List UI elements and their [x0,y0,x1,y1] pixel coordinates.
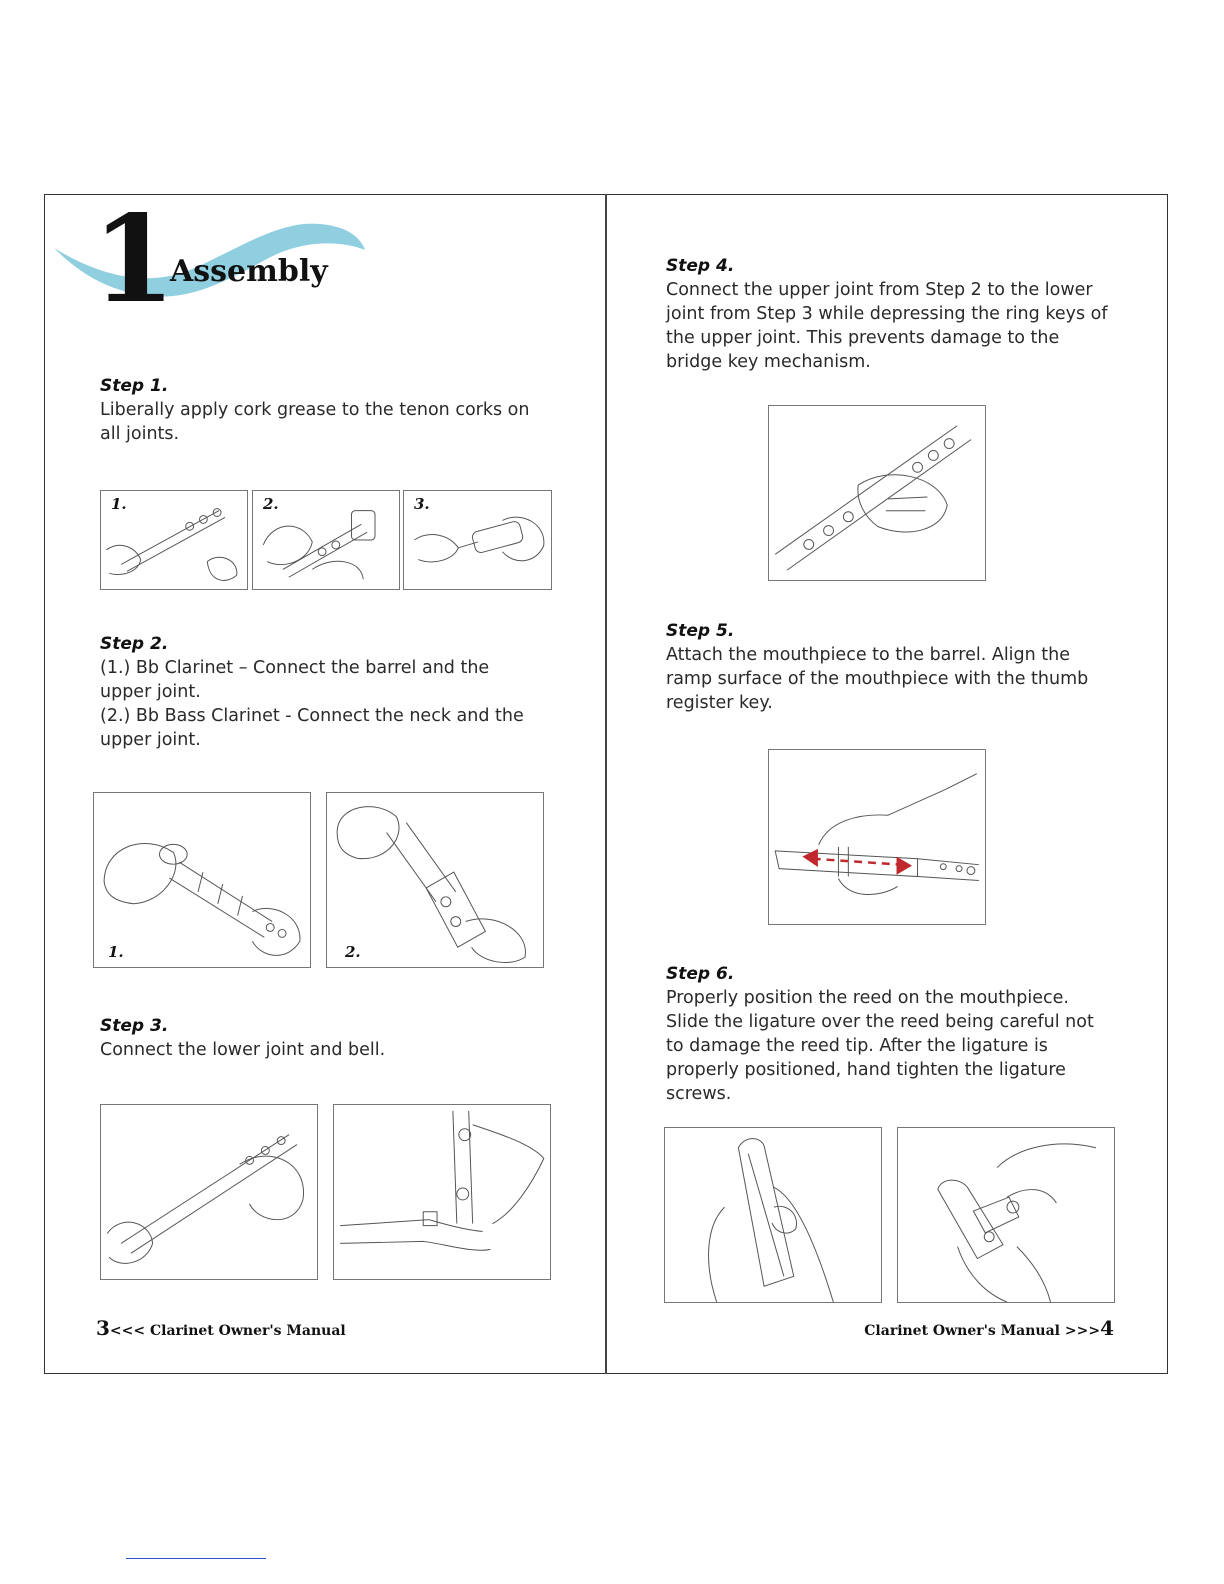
step-5-title: Step 5. [666,621,735,641]
step-1-title: Step 1. [100,376,169,396]
step-5 [666,619,1126,715]
step-3-figure-1 [100,1104,318,1280]
step-2-title: Step 2. [100,634,169,654]
page-number-right: 4 [1100,1316,1114,1340]
step-4-title: Step 4. [666,256,735,276]
figure-label: 2. [345,943,361,961]
chapter-title: Assembly [170,254,328,289]
footnote-rule [126,1558,266,1559]
step-6-figure-1 [664,1127,882,1303]
step-3 [100,1014,560,1062]
page-number-left: 3 [96,1316,110,1340]
step-6-title: Step 6. [666,964,735,984]
step-3-line: Connect the lower joint and bell. [100,1040,386,1060]
step-4-line: joint from Step 3 while depressing the ring keys of [666,304,1108,324]
step-4-line: bridge key mechanism. [666,352,871,372]
step-6-line: Properly position the reed on the mouthpiece. [666,988,1069,1008]
step-4-figure [768,405,986,581]
step-6-line: to damage the reed tip. After the ligature is [666,1036,1048,1056]
step-2-figure-2 [326,792,544,968]
step-4 [666,254,1126,374]
step-1-line: Liberally apply cork grease to the tenon corks on [100,400,530,420]
step-3-figure-2 [333,1104,551,1280]
footer-right [864,1316,1114,1340]
step-5-line: register key. [666,693,773,713]
step-2 [100,632,570,752]
step-2-line: upper joint. [100,682,201,702]
step-1 [100,374,560,446]
step-6 [666,962,1126,1106]
step-1-figure-2 [252,490,400,590]
step-1-figure-1 [100,490,248,590]
step-6-line: screws. [666,1084,732,1104]
step-6-line: Slide the ligature over the reed being careful not [666,1012,1094,1032]
step-5-figure [768,749,986,925]
figure-label: 1. [111,495,127,513]
page-divider [605,194,607,1374]
step-2-figure-1 [93,792,311,968]
step-4-line: Connect the upper joint from Step 2 to the lower [666,280,1093,300]
step-2-line: (2.) Bb Bass Clarinet - Connect the neck and the [100,706,524,726]
step-5-line: Attach the mouthpiece to the barrel. Align the [666,645,1071,665]
step-1-line: all joints. [100,424,180,444]
figure-label: 3. [414,495,430,513]
figure-label: 1. [108,943,124,961]
footer-right-text: Clarinet Owner's Manual >>> [864,1323,1101,1339]
step-3-title: Step 3. [100,1016,169,1036]
step-2-line: upper joint. [100,730,201,750]
step-5-line: ramp surface of the mouthpiece with the thumb [666,669,1089,689]
figure-label: 2. [263,495,279,513]
step-2-line: (1.) Bb Clarinet – Connect the barrel and the [100,658,490,678]
step-6-line: properly positioned, hand tighten the ligature [666,1060,1066,1080]
footer-left-text: <<< Clarinet Owner's Manual [109,1323,346,1339]
chapter-number: 1 [92,189,176,330]
step-1-figure-3 [403,490,552,590]
footer-left [96,1316,346,1340]
step-6-figure-2 [897,1127,1115,1303]
step-4-line: the upper joint. This prevents damage to the [666,328,1060,348]
